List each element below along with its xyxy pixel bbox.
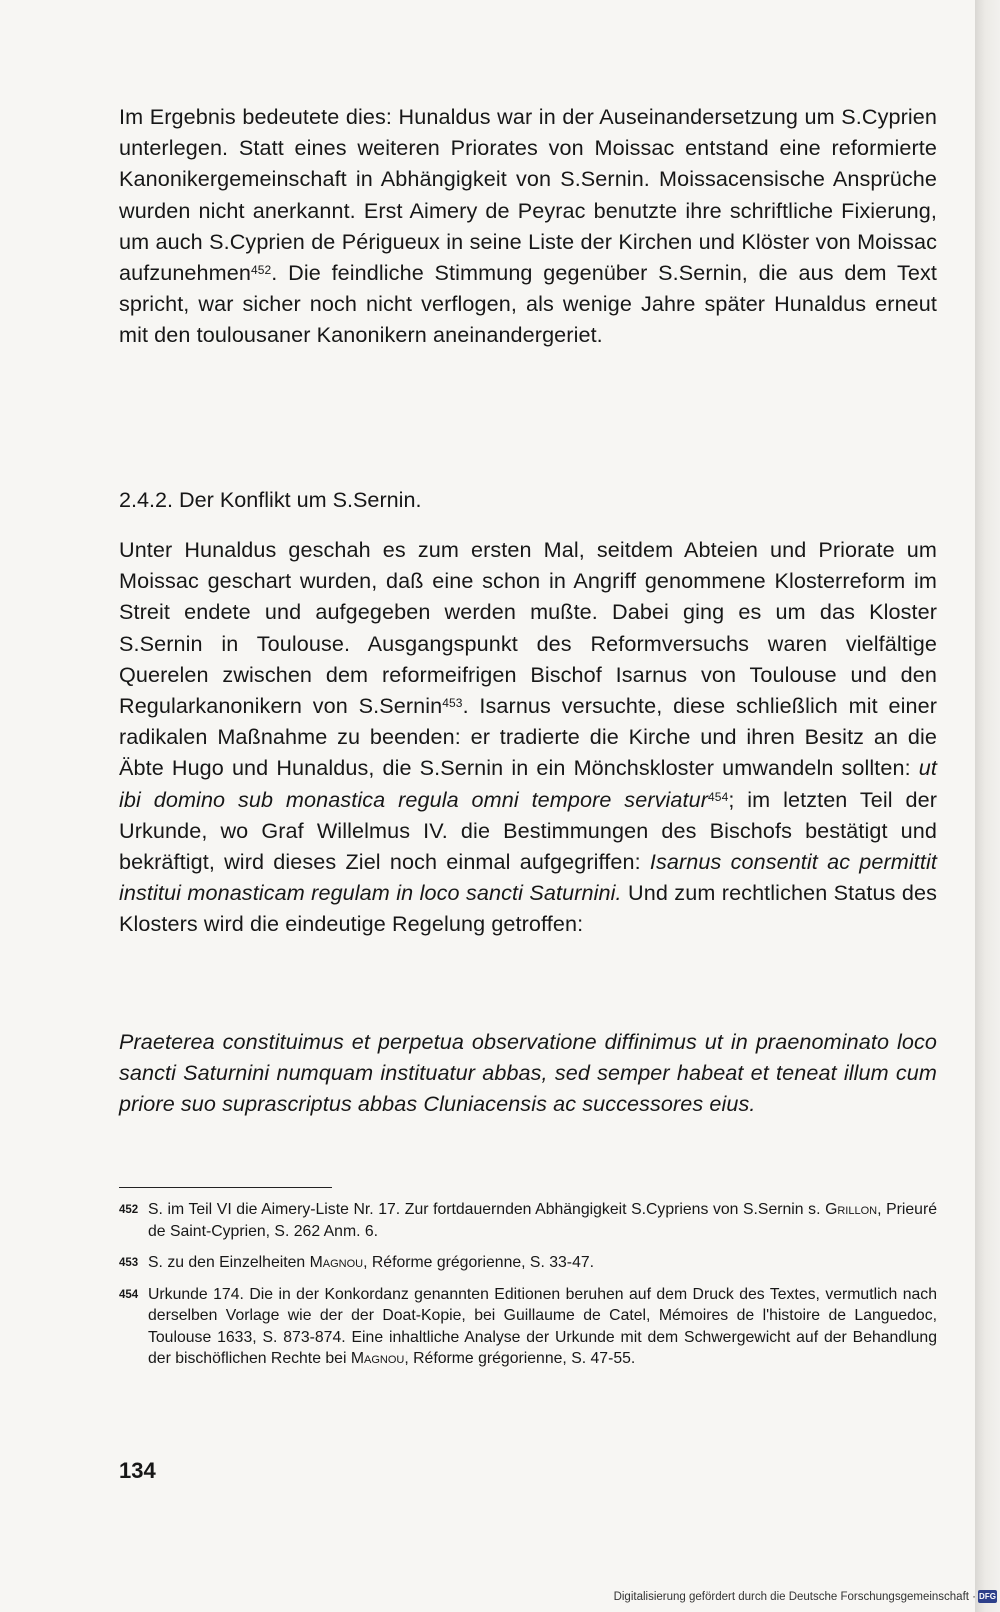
footnote-ref-453[interactable]: 453 (442, 696, 463, 711)
latin-quote-1: ut ibi domino sub monastica regula omni tempore serviatur (119, 755, 937, 812)
footnote-text: , Réforme grégorienne, S. 47-55. (404, 1350, 636, 1367)
paragraph-2-text-a: Unter Hunaldus geschah es zum ersten Mal, seitdem Abteien und Priorate um Moissac geschart wurden, daß eine schon in Angriff genommene Klosterreform im Streit endete und aufgegeben werden mußte. Dabei ging es um das Kloster S.Sernin in Toulouse. Ausgangspunkt des Reformversuchs waren vielfältige Querelen zwischen dem reformeifrigen Bischof Isarnus von Toulouse und den Regularkanonikern von S.Sernin (119, 537, 937, 719)
footnote-number: 454 (119, 1288, 139, 1301)
latin-quote-2: Isarnus consentit ac permittit institui monasticam regulam in loco sancti Saturnini. (119, 849, 937, 906)
dfg-logo-icon: DFG (979, 1592, 996, 1601)
paragraph-1 (119, 101, 937, 351)
footnote-number: 453 (119, 1257, 139, 1269)
footnote-author: Magnou (350, 1350, 405, 1367)
footnote-author: Magnou (309, 1254, 364, 1271)
paragraph-2-text-c: ; im letzten Teil der Urkunde, wo Graf Willelmus IV. die Bestimmungen des Bischofs bestätigt und bekräftigt, wird dieses Ziel noch einmal aufgegriffen: (119, 786, 937, 875)
footnote-453 (119, 1252, 937, 1274)
footnote-452 (119, 1199, 937, 1242)
scan-edge (975, 0, 1000, 1612)
footnote-ref-454[interactable]: 454 (708, 789, 729, 804)
footnote-text: , Prieuré de Saint-Cyprien, S. 262 Anm. 6. (148, 1201, 937, 1240)
footnote-text: S. im Teil VI die Aimery-Liste Nr. 17. Zur fortdauernden Abhängigkeit S.Cypriens von S.Sernin s. (148, 1201, 826, 1218)
footnote-454 (119, 1284, 937, 1370)
paragraph-2-text-d: Und zum rechtlichen Status des Klosters wird die eindeutige Regelung getroffen: (119, 880, 937, 937)
section-heading: 2.4.2. Der Konflikt um S.Sernin. (119, 487, 422, 512)
footnote-divider (119, 1187, 332, 1188)
paragraph-2 (119, 534, 937, 940)
footnote-text: S. zu den Einzelheiten (148, 1254, 310, 1271)
digitization-credit: Digitalisierung gefördert durch die Deutsche Forschungsgemeinschaft · (613, 1591, 976, 1603)
footnotes (119, 1199, 937, 1380)
paragraph-2-text-b: . Isarnus versuchte, diese schließlich mit einer radikalen Maßnahme zu beenden: er tradierte die Kirche und ihren Besitz an die Äbte Hugo und Hunaldus, die S.Sernin in ein Mönchskloster umwandeln sollten: (119, 693, 937, 781)
paragraph-1-text: Im Ergebnis bedeutete dies: Hunaldus war in der Auseinandersetzung um S.Cyprien unterlegen. Statt eines weiteren Priorates von Moissac entstand eine reformierte Kanonikergemeinschaft in Abhängigkeit von S.Sernin. Moissacensische Ansprüche wurden nicht anerkannt. Erst Aimery de Peyrac benutzte ihre schriftliche Fixierung, um auch S.Cyprien de Périgueux in seine Liste der Kirchen und Klöster von Moissac aufzunehmen (119, 104, 937, 286)
footnote-author: Grillon (825, 1201, 878, 1218)
footnote-text: , Réforme grégorienne, S. 33-47. (363, 1254, 595, 1271)
footnote-number: 452 (119, 1204, 139, 1216)
footnote-ref-452[interactable]: 452 (250, 263, 272, 278)
footnote-text: Urkunde 174. Die in der Konkordanz genannten Editionen beruhen auf dem Druck des Textes, vermutlich nach derselben Vorlage wie der der Doat-Kopie, bei Guillaume de Catel, Mémoires de l'histoire de Languedoc, Toulouse 1633, S. 873-874. Eine inhaltliche Analyse der Urkunde mit dem Schwergewicht auf der Behandlung der bischöflichen Rechte bei (148, 1285, 937, 1367)
page-number: 134 (119, 1458, 156, 1483)
block-quote: Praeterea constituimus et perpetua observatione diffinimus ut in praenominato loco sancti Saturnini numquam instituatur abbas, sed semper habeat et teneat illum cum priore suo suprascriptus abbas Cluniacensis ac successores eius. (119, 1029, 937, 1117)
paragraph-1-continued: . Die feindliche Stimmung gegenüber S.Sernin, die aus dem Text spricht, war sicher noch nicht verflogen, als wenige Jahre später Hunaldus erneut mit den toulousaner Kanonikern aneinandergeriet. (119, 260, 937, 348)
